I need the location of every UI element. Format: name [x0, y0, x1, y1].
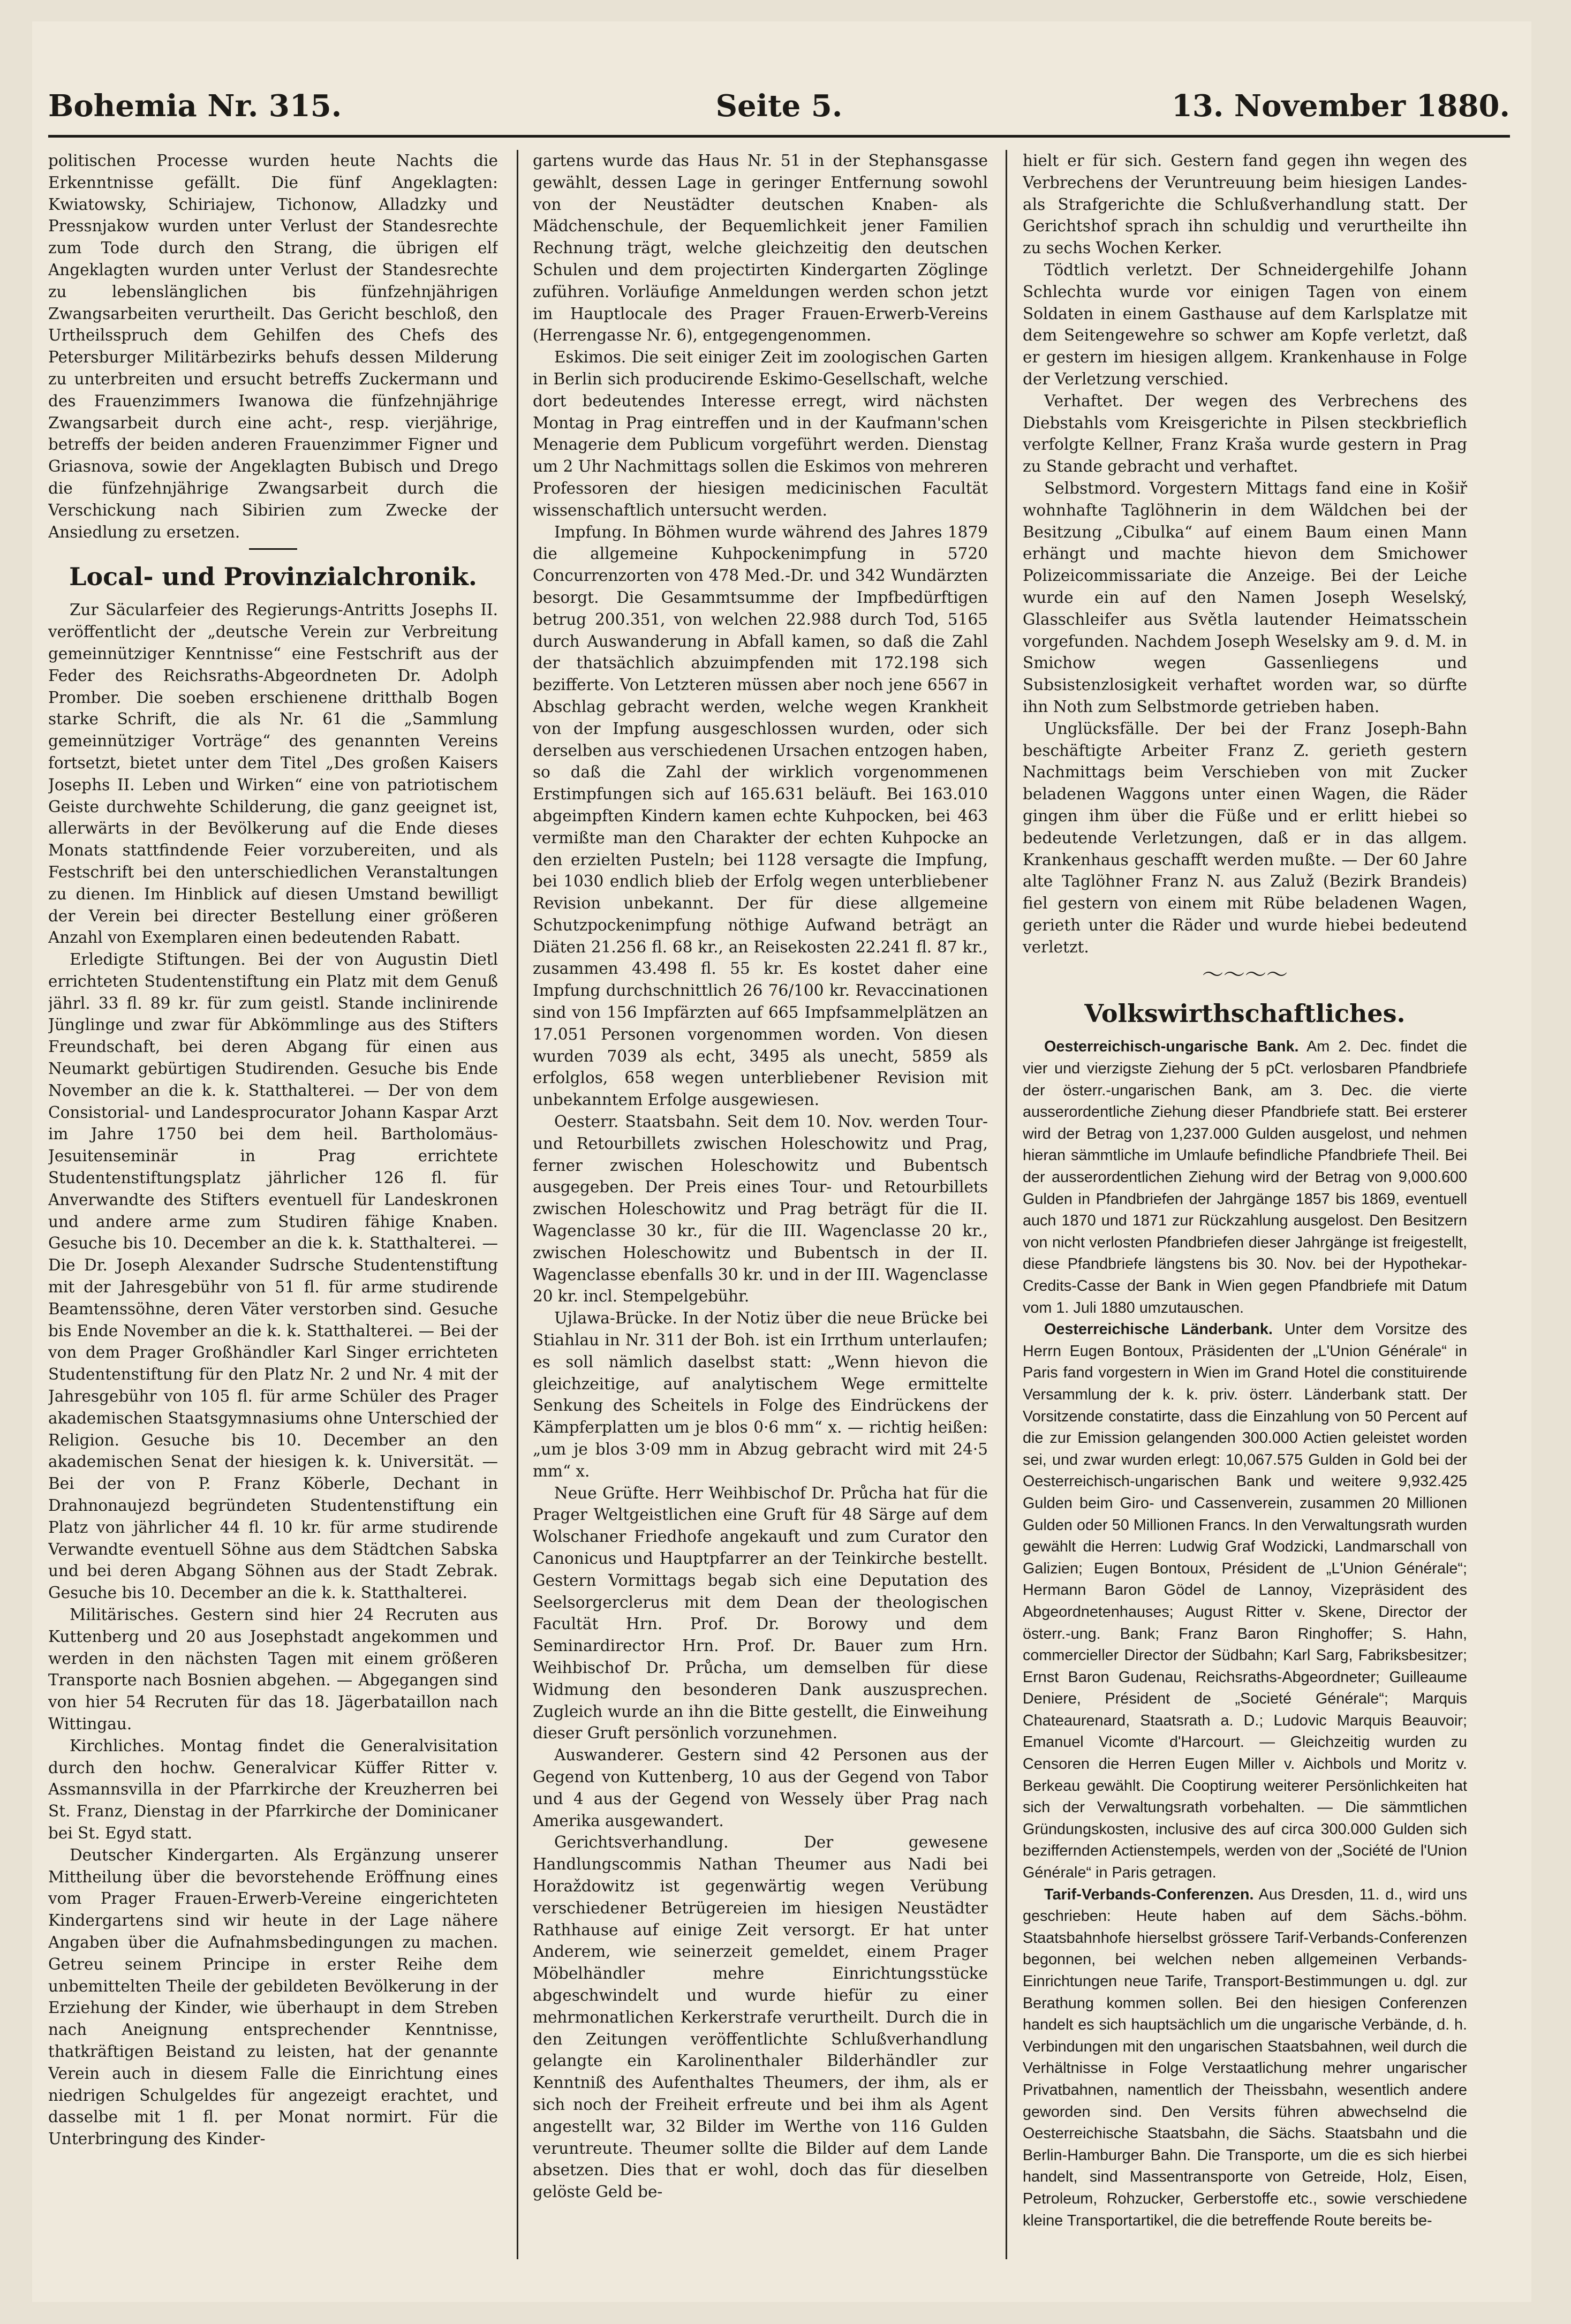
article-text: Oesterr. Staatsbahn. Seit dem 10. Nov. werden Tour- und Retourbillets zwischen Holeschowitz und Prag, ferner zwischen Holeschowitz und Bubentsch ausgegeben. Der Preis eines Tour- und Retourbillets zwischen Holeschowitz und Prag beträgt für die II. Wagenclasse 30 kr., für die III. Wagenclasse 20 kr., zwischen Holeschowitz und Bubentsch in der II. Wagenclasse ebenfalls 30 kr. und in der III. Wagenclasse 20 kr. incl. Stempelgebühr. [533, 1112, 988, 1306]
article-text: Militärisches. Gestern sind hier 24 Recruten aus Kuttenberg und 20 aus Josephstadt angekommen und werden in den nächsten Tagen mit einem größeren Transporte nach Bosnien abgehen. — Abgegangen sind von hier 54 Recruten für das 18. Jägerbataillon nach Wittingau. [48, 1606, 498, 1733]
article-text [1023, 1036, 1467, 1319]
section-heading: Local- und Provinzialchronik. [69, 562, 477, 592]
issue-number: Bohemia Nr. 315. [48, 88, 342, 124]
article-text [1023, 1884, 1467, 2232]
column-2 [533, 150, 988, 2270]
article-body: Aus Dresden, 11. d., wird uns geschrieben: Heute haben auf dem Sächs.-böhm. Staatsbahnhofe hierselbst grössere Tarif-Verbands-Conferenzen begonnen, bei welchen neben allgemeinen Verbands-Einrichtungen neue Tarife, Transport-Bestimmungen u. dgl. zur Berathung kommen sollen. Bei den hiesigen Conferenzen handelt es sich hauptsächlich um die ungarische Verbände, d. h. Verbindungen mit den ungarischen Staatsbahnen, weil durch die Verhältnisse in Folge Verstaatlichung mehrer ungarischer Privatbahnen, namentlich der Theissbahn, wesentlich andere geworden sind. Den Versits führen abwechselnd die Oesterreichische Staatsbahn, die Sächs. Staatsbahn und die Berlin-Hamburger Bahn. Die Transporte, um die es sich hierbei handelt, sind Massentransporte von Getreide, Holz, Eisen, Petroleum, Rohzucker, Gerberstoffe etc., sowie verschiedene kleine Transportartikel, die die betreffende Route bereits be- [1023, 1886, 1467, 2229]
column-3 [1023, 150, 1467, 2270]
article-text: Selbstmord. Vorgestern Mittags fand eine in Košiř wohnhafte Taglöhnerin in dem Wäldchen bei der Besitzung „Cibulka“ auf einem Baum einen Mann erhängt und machte hievon dem Smichower Polizeicommissariate die Anzeige. Bei der Leiche wurde ein auf den Namen Joseph Weselský, Glasschleifer aus Světla lautender Heimatsschein vorgefunden. Nachdem Joseph Weselsky am 9. d. M. in Smichow wegen Gassenliegens und Subsistenzlosigkeit verhaftet worden war, so dürfte ihn Noth zum Selbstmorde getrieben haben. [1023, 479, 1467, 716]
article-text: Neue Grüfte. Herr Weihbischof Dr. Průcha hat für die Prager Weltgeistlichen eine Gruft für 48 Särge auf dem Wolschaner Friedhofe angekauft und zum Curator den Canonicus und Hauptpfarrer an der Teinkirche bestellt. Gestern Vormittags begab sich eine Deputation des Seelsorgerclerus mit dem Dean der theologischen Facultät Hrn. Prof. Dr. Borowy und dem Seminardirector Hrn. Prof. Dr. Bauer zum Hrn. Weihbischof Dr. Průcha, um demselben für diese Widmung den besonderen Dank auszusprechen. Zugleich wurde an ihn die Bitte gestellt, die Einweihung dieser Gruft persönlich vorzunehmen. [533, 1483, 988, 1743]
section-divider [249, 548, 297, 550]
article-text: politischen Processe wurden heute Nachts die Erkenntnisse gefällt. Die fünf Angeklagten: Kwiatowsky, Schiriajew, Tichonow, Alladzky und Pressnjakow wurden unter Verlust der Standesrechte zum Tode durch den Strang, die übrigen elf Angeklagten wurden unter Verlust der Standesrechte zu lebenslänglichen bis fünfzehnjährigen Zwangsarbeiten verurtheilt. Das Gericht beschloß, den Urtheilsspruch dem Gehilfen des Chefs des Petersburger Militärbezirks behufs dessen Milderung zu unterbreiten und ersucht betreffs Zuckermann und des Frauenzimmers Iwanowa die fünfzehnjährige Zwangsarbeit durch eine acht-, resp. vierjährige, betreffs der beiden anderen Frauenzimmer Figner und Griasnova, sowie der Angeklagten Bubisch und Drego die fünfzehnjährige Zwangsarbeit durch die Verschickung nach Sibirien zum Zwecke der Ansiedlung zu ersetzen. [48, 152, 498, 541]
article-text: Eskimos. Die seit einiger Zeit im zoologischen Garten in Berlin sich producirende Eskimo-Gesellschaft, welche dort bedeutendes Interesse erregt, wird nächsten Montag in Prag eintreffen und in der Kaufmann'schen Menagerie dem Publicum vorgeführt werden. Dienstag um 2 Uhr Nachmittags sollen die Eskimos von mehreren Professoren der hiesigen medicinischen Facultät wissenschaftlich untersucht werden. [533, 348, 988, 519]
article-lead: Oesterreichische Länderbank. [1044, 1321, 1273, 1338]
column-divider [517, 150, 518, 2259]
ornament-divider: 〜〜〜〜 [1202, 963, 1288, 988]
column-divider [1006, 150, 1007, 2259]
section-heading: Volkswirthschaftliches. [1084, 999, 1406, 1028]
article-text: Auswanderer. Gestern sind 42 Personen aus der Gegend von Kuttenberg, 10 aus der Gegend von Tabor und 4 aus der Gegend von Wessely über Prag nach Amerika ausgewandert. [533, 1746, 988, 1830]
article-text: Tödtlich verletzt. Der Schneidergehilfe Johann Schlechta wurde vor einigen Tagen von einem Soldaten in einem Gasthause auf dem Karlsplatze mit dem Seitengewehre so schwer am Kopfe verletzt, daß er gestern im hiesigen allgem. Krankenhause in Folge der Verletzung verschied. [1023, 260, 1467, 388]
page-number: Seite 5. [715, 88, 843, 124]
article-text: Erledigte Stiftungen. Bei der von Augustin Dietl errichteten Studentenstiftung ein Platz mit dem Genuß jährl. 33 fl. 89 kr. für zum geistl. Stande inclinirende Jünglinge und zwar für Abkömmlinge aus des Stifters Freundschaft, bei deren Abgang für einen aus Neumarkt gebürtigen Studirenden. Gesuche bis Ende November an die k. k. Statthalterei. — Der von dem Consistorial- und Landesprocurator Johann Kaspar Arzt im Jahre 1750 bei dem heil. Bartholomäus-Jesuitenseminär in Prag errichtete Studentenstiftungsplatz jährlicher 126 fl. für Anverwandte des Stifters eventuell für Landeskronen und andere arme zum Studiren fähige Knaben. Gesuche bis 10. December an die k. k. Statthalterei. — Die Dr. Joseph Alexander Sudrsche Studentenstiftung mit der Jahresgebühr von 51 fl. für arme studirende Beamtenssöhne, deren Väter verstorben sind. Gesuche bis Ende November an die k. k. Statthalterei. — Bei der von dem Prager Großhändler Karl Singer errichteten Studentenstiftung für den Platz Nr. 2 und Nr. 4 mit der Jahresgebühr von 105 fl. für arme Schüler des Prager akademischen Staatsgymnasiums ohne Unterschied der Religion. Gesuche bis 10. December an den akademischen Senat der hiesigen k. k. Universität. — Bei der von P. Franz Köberle, Dechant in Drahnonaujezd begründeten Studentenstiftung ein Platz von jährlicher 44 fl. 10 kr. für arme studirende Verwandte eventuell Söhne aus dem Städtchen Sabska und bei deren Abgang Söhnen aus der Stadt Zebrak. Gesuche bis 10. December an die k. k. Statthalterei. [48, 950, 498, 1602]
article-text: Zur Säcularfeier des Regierungs-Antritts Josephs II. veröffentlicht der „deutsche Verein zur Verbreitung gemeinnütziger Kenntnisse“ eine Festschrift aus der Feder des Reichsraths-Abgeordneten Dr. Adolph Promber. Die soeben erschienene dritthalb Bogen starke Schrift, die als Nr. 61 die „Sammlung gemeinnütziger Vorträge“ des genannten Vereins fortsetzt, bietet unter dem Titel „Des großen Kaisers Josephs II. Leben und Wirken“ eine von patriotischem Geiste durchwehte Schilderung, die ganz geeignet ist, allerwärts in der Bevölkerung auf die Ende dieses Monats stattfindende Feier vorzubereiten, und als Festschrift bei den unterschiedlichen Veranstaltungen zu dienen. Im Hinblick auf diesen Umstand bewilligt der Verein bei directer Bestellung einer größeren Anzahl von Exemplaren einen bedeutenden Rabatt. [48, 601, 498, 947]
article-lead: Oesterreichisch-ungarische Bank. [1044, 1038, 1299, 1056]
article-text: Kirchliches. Montag findet die Generalvisitation durch den hochw. Generalvicar Küffer Ritter v. Assmannsvilla in der Pfarrkirche der Kreuzherren bei St. Franz, Dienstag in der Pfarrkirche der Dominicaner bei St. Egyd statt. [48, 1736, 498, 1842]
article-body: Am 2. Dec. findet die vier und vierzigste Ziehung der 5 pCt. verlosbaren Pfandbriefe der österr.-ungarischen Bank, am 3. Dec. die vierte ausserordentliche Ziehung dieser Pfandbriefe statt. Bei ersterer wird der Betrag von 1,237.000 Gulden ausgelost, und nehmen hieran sämmtliche im Umlaufe befindliche Pfandbriefe Theil. Bei der ausserordentlichen Ziehung wird der Betrag von 9,000.600 Gulden in Pfandbriefen der Jahrgänge 1857 bis 1869, eventuell auch 1870 und 1871 zur Rückzahlung ausgelost. Den Besitzern von nicht verlosten Pfandbriefen dieser Jahrgänge ist freigestellt, diese Pfandbriefe längstens bis 30. Nov. bei der Hypothekar-Credits-Casse der Bank in Wien gegen Pfandbriefe mit Datum vom 1. Juli 1880 umzutauschen. [1023, 1038, 1467, 1316]
article-lead: Tarif-Verbands-Conferenzen. [1044, 1886, 1254, 1903]
masthead-rule [48, 135, 1510, 138]
issue-date: 13. November 1880. [1171, 88, 1510, 124]
article-text: Ujlawa-Brücke. In der Notiz über die neue Brücke bei Stiahlau in Nr. 311 der Boh. ist ein Irrthum unterlaufen; es soll nämlich daselbst statt: „Wenn hievon die gleichzeitige, auf analytischem Wege ermittelte Senkung des Scheitels in Folge des Eindrückens der Kämpferplatten um je blos 0·6 mm“ x. — richtig heißen: „um je blos 3·09 mm in Abzug gebracht wird mit 24·5 mm“ x. [533, 1309, 988, 1480]
article-text: Impfung. In Böhmen wurde während des Jahres 1879 die allgemeine Kuhpockenimpfung in 5720 Concurrenzorten von 478 Med.-Dr. und 342 Wundärzten besorgt. Die Gesammtsumme der Impfbedürftigen betrug 200.351, von welchen 22.988 durch Tod, 5165 durch Auswanderung in Abfall kamen, so daß die Zahl der thatsächlich abzuimpfenden mit 172.198 sich bezifferte. Von Letzteren müssen aber noch jene 6567 in Abschlag gebracht werden, welche wegen Krankheit von der Impfung ausgeschlossen wurden, oder sich derselben aus verschiedenen Ursachen entzogen haben, so daß die Zahl der wirklich vorgenommenen Erstimpfungen sich auf 165.631 beläuft. Bei 163.010 abgeimpften Kindern kamen echte Kuhpocken, bei 463 vermißte man den Charakter der echten Kuhpocke an den erzielten Pusteln; bei 1128 versagte die Impfung, bei 1030 endlich blieb der Erfolg wegen unterbliebener Revision unbekannt. Der für diese allgemeine Schutzpockenimpfung nöthige Aufwand beträgt an Diäten 21.256 fl. 68 kr., an Reisekosten 22.241 fl. 87 kr., zusammen 43.498 fl. 55 kr. Es kostet daher eine Impfung durchschnittlich 26 76/100 kr. Revaccinationen sind von 156 Impfärzten auf 665 Impfsammelplätzen an 17.051 Personen vorgenommen worden. Von diesen wurden 7039 als echt, 3495 als unecht, 5859 als erfolglos, 658 wegen unterbliebener Revision mit unbekanntem Erfolge ausgewiesen. [533, 523, 988, 1109]
economy-section [1023, 1036, 1467, 2231]
article-text [1023, 1319, 1467, 1883]
article-text: Verhaftet. Der wegen des Verbrechens des Diebstahls vom Kreisgerichte in Pilsen steckbrieflich verfolgte Kellner, Franz Kraša wurde gestern in Prag zu Stande gebracht und verhaftet. [1023, 391, 1467, 476]
article-text: Gerichtsverhandlung. Der gewesene Handlungscommis Nathan Theumer aus Nadi bei Horaždowitz ist gegenwärtig wegen Verübung verschiedener Betrügereien im hiesigen Neustädter Rathhause auf einige Zeit versorgt. Er hat unter Anderem, wie seinerzeit gemeldet, einem Prager Möbelhändler mehre Einrichtungsstücke abgeschwindelt und wurde hiefür zu einer mehrmonatlichen Kerkerstrafe verurtheilt. Durch die in den Zeitungen veröffentlichte Schlußverhandlung gelangte ein Karolinenthaler Bilderhändler zur Kenntniß des Aufenthaltes Theumers, der ihm, als er sich noch der Freiheit erfreute und bei ihm als Agent angestellt war, 32 Bilder im Werthe von 116 Gulden veruntreute. Theumer sollte die Bilder auf dem Lande absetzen. Dies that er wohl, doch das für dieselben gelöste Geld be- [533, 1833, 988, 2201]
column-1 [48, 150, 498, 2270]
article-text: hielt er für sich. Gestern fand gegen ihn wegen des Verbrechens der Veruntreuung beim hiesigen Landes- als Strafgerichte die Schlußverhandlung statt. Der Gerichtshof sprach ihn schuldig und verurtheilte ihn zu sechs Wochen Kerker. [1023, 152, 1467, 258]
newspaper-page [32, 21, 1531, 2302]
article-body: Unter dem Vorsitze des Herrn Eugen Bontoux, Präsidenten der „L'Union Générale“ in Paris fand vorgestern in Wien im Grand Hotel die constituirende Versammlung der k. k. priv. österr. Länderbank statt. Der Vorsitzende constatirte, dass die Einzahlung von 50 Percent auf die zur Emission gelangenden 300.000 Actien geleistet worden sei, und zwar wurden erlegt: 10,067.575 Gulden in Gold bei der Oesterreichisch-ungarischen Bank und weitere 9,932.425 Gulden beim Giro- und Cassenverein, zusammen 20 Millionen Gulden oder 50 Millionen Francs. In den Verwaltungsrath wurden gewählt die Herren: Ludwig Graf Wodzicki, Landmarschall von Galizien; Eugen Bontoux, Président de „L'Union Générale“; Hermann Baron Gödel de Lannoy, Vizepräsident des Abgeordnetenhauses; August Ritter v. Skene, Director der österr.-ung. Bank; Franz Baron Ringhoffer; S. Hahn, commercieller Director der Südbahn; Karl Sarg, Fabriksbesitzer; Ernst Baron Gudenau, Reichsraths-Abgeordneter; Guilleaume Deniere, Président de „Societé Générale“; Marquis Chateaurenard, Staatsrath a. D.; Ludovic Marquis Beauvoir; Emanuel Vicomte d'Harcourt. — Gleichzeitig wurden zu Censoren die Herren Eugen Miller v. Aichbols und Moritz v. Berkeau gewählt. Die Cooptirung weiterer Persönlichkeiten hat sich der Verwaltungsrath vorbehalten. — Die sämmtlichen Gründungskosten, inclusive des auf circa 300.000 Gulden sich beziffernden Actienstempels, werden von der „Société de l'Union Générale“ in Paris getragen. [1023, 1321, 1467, 1882]
article-text: gartens wurde das Haus Nr. 51 in der Stephansgasse gewählt, dessen Lage in geringer Entfernung sowohl von der Neustädter deutschen Knaben- als Mädchenschule, der Bequemlichkeit jener Familien Rechnung trägt, welche gleichzeitig den deutschen Schulen und dem projectirten Kindergarten Zöglinge zuführen. Vorläufige Anmeldungen werden schon jetzt im Hauptlocale des Prager Frauen-Erwerb-Vereins (Herrengasse Nr. 6), entgegengenommen. [533, 152, 988, 345]
masthead [48, 78, 1510, 137]
article-text: Deutscher Kindergarten. Als Ergänzung unserer Mittheilung über die bevorstehende Eröffnung eines vom Prager Frauen-Erwerb-Vereine eingerichteten Kindergartens sind wir heute in der Lage nähere Angaben über die Aufnahmsbedingungen zu machen. Getreu seinem Principe in erster Reihe dem unbemittelten Theile der gebildeten Bevölkerung in der Erziehung der Kinder, wie überhaupt in dem Streben nach Aneignung entsprechender Kenntnisse, thatkräftigen Beistand zu leisten, hat der genannte Verein auch in diesem Falle die Einrichtung eines niedrigen Schulgeldes für angezeigt erachtet, und dasselbe mit 1 fl. per Monat normirt. Für die Unterbringung des Kinder- [48, 1845, 498, 2148]
article-text: Unglücksfälle. Der bei der Franz Joseph-Bahn beschäftigte Arbeiter Franz Z. gerieth gestern Nachmittags beim Verschieben von mit Zucker beladenen Waggons unter einen Wagen, die Räder gingen ihm über die Füße und er erlitt hiebei so bedeutende Verletzungen, daß er in das allgem. Krankenhaus geschafft werden mußte. — Der 60 Jahre alte Taglöhner Franz N. aus Zaluž (Bezirk Brandeis) fiel gestern von einem mit Rübe beladenen Wagen, gerieth unter die Räder und wurde hiebei bedeutend verletzt. [1023, 719, 1467, 956]
